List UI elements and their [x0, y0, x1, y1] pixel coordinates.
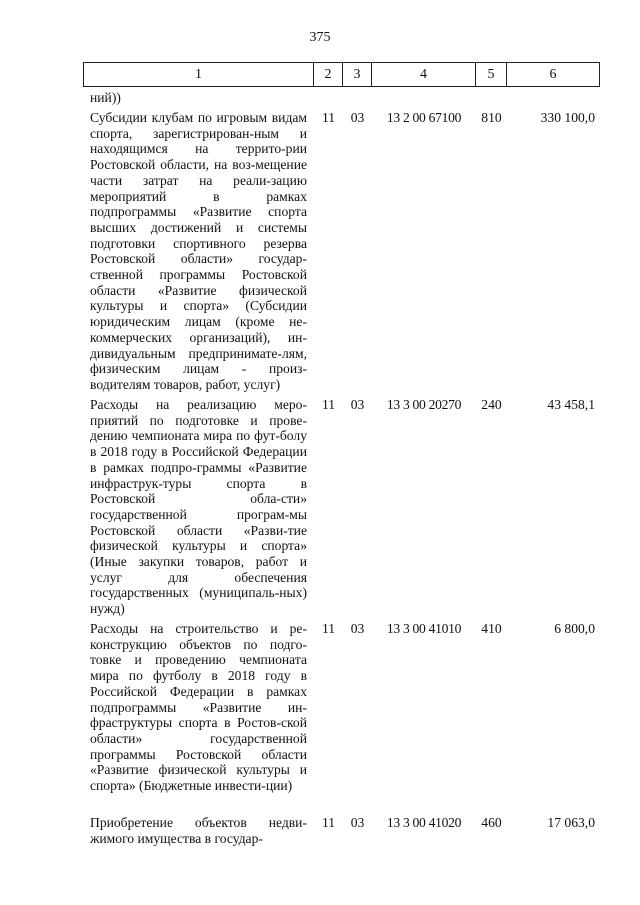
row-section: 11 [321, 397, 336, 412]
table-header [83, 62, 600, 87]
page-number: 375 [309, 30, 331, 45]
row-target-article: 13 3 00 41010 [386, 621, 462, 636]
row-section: 11 [321, 621, 336, 636]
header-col-4: 4 [372, 63, 476, 87]
row-expense-type: 810 [481, 110, 502, 125]
continuation-text: ний)) [90, 90, 121, 105]
header-col-2: 2 [314, 63, 343, 87]
row-subsection: 03 [350, 110, 365, 125]
row-description: Субсидии клубам по игровым видам спорта, зарегистрирован-ным и находящимся на террито-рии Ростовской области, на воз-мещение части затрат на реали-зацию мероприятий в рамках подпрограммы «Развитие спорта высших достижений и системы подготовки спортивного резерва Ростовской области» государ-ственной программы Ростовской области «Развитие физической культуры и спорта» (Субсидии юридическим лицам (кроме не-коммерческих организаций), ин-дивидуальным предпринимате-лям, физическим лицам - произ-водителям товаров, работ, услуг) [90, 110, 307, 392]
row-description: Расходы на реализацию меро-приятий по подготовке и прове-дению чемпионата мира по фут-болу в 2018 году в Российской Федерации в рамках подпро-граммы «Развитие инфраструк-туры спорта в Ростовской обла-сти» государственной програм-мы Ростовской области «Разви-тие физической культуры и спорта» (Иные закупки товаров, работ и услуг для обеспечения государственных (муниципаль-ных) нужд) [90, 397, 307, 617]
header-col-6: 6 [507, 63, 600, 87]
row-target-article: 13 3 00 20270 [386, 397, 462, 412]
row-expense-type: 410 [481, 621, 502, 636]
row-section: 11 [321, 815, 336, 830]
row-expense-type: 460 [481, 815, 502, 830]
row-description: Расходы на строительство и ре-конструкцию объектов по подго-товке и проведению чемпионата мира по футболу в 2018 году в Российской Федерации в рамках подпрограммы «Развитие ин-фраструктуры спорта в Ростов-ской области» государственной программы Ростовской области «Развитие физической культуры и спорта» (Бюджетные инвести-ции) [90, 621, 307, 794]
row-amount: 330 100,0 [540, 110, 595, 125]
row-expense-type: 240 [481, 397, 502, 412]
row-target-article: 13 2 00 67100 [386, 110, 462, 125]
row-description: Приобретение объектов недви-жимого имущества в государ- [90, 815, 307, 846]
row-amount: 6 800,0 [554, 621, 595, 636]
row-subsection: 03 [350, 815, 365, 830]
header-col-3: 3 [343, 63, 372, 87]
row-target-article: 13 3 00 41020 [386, 815, 462, 830]
header-col-1: 1 [84, 63, 314, 87]
row-section: 11 [321, 110, 336, 125]
row-amount: 17 063,0 [547, 815, 595, 830]
row-subsection: 03 [350, 621, 365, 636]
row-subsection: 03 [350, 397, 365, 412]
header-col-5: 5 [476, 63, 507, 87]
row-amount: 43 458,1 [547, 397, 595, 412]
